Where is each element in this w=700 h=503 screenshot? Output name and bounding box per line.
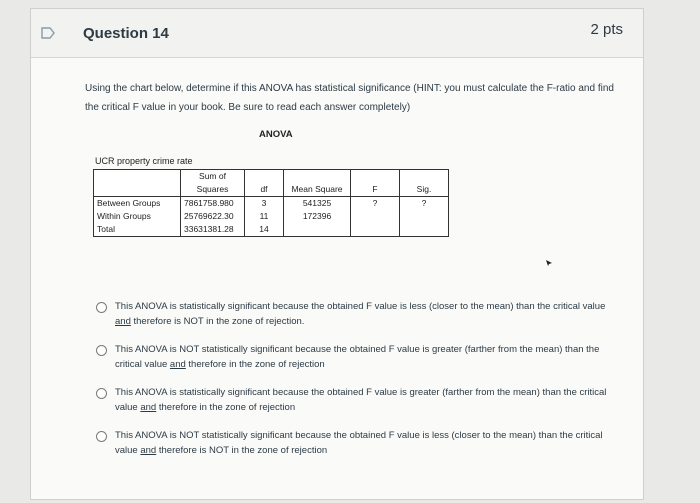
row-ss: 7861758.980: [184, 198, 234, 208]
question-card: [30, 8, 644, 500]
answer-text: This ANOVA is statistically significant because the obtained F value is greater (farther from the mean) than the critical value: [115, 387, 607, 413]
answer-text-end: therefore in the zone of rejection: [156, 402, 296, 413]
question-points: 2 pts: [590, 21, 623, 38]
row-source: Within Groups: [97, 211, 151, 221]
answer-and: and: [140, 402, 157, 413]
radio-button[interactable]: [96, 302, 107, 313]
flag-icon[interactable]: [41, 27, 55, 39]
sig-cell: [400, 197, 449, 237]
header-df: df: [245, 170, 284, 197]
source-cell: [94, 197, 181, 237]
row-source: Total: [97, 224, 115, 234]
row-df: 11: [259, 211, 269, 221]
df-cell: [245, 197, 284, 237]
row-sig: [403, 210, 445, 223]
answer-text-end: therefore in the zone of rejection: [185, 359, 325, 370]
row-source: Between Groups: [97, 198, 161, 208]
header-source: [94, 170, 181, 197]
answer-option[interactable]: [93, 385, 623, 415]
row-ss: 25769622.30: [184, 211, 234, 221]
header-mean-square: Mean Square: [284, 170, 351, 197]
answer-and: and: [140, 445, 157, 456]
answer-options: [93, 299, 623, 471]
row-ss: 33631381.28: [184, 224, 234, 234]
table-caption: UCR property crime rate: [95, 156, 193, 166]
mean-square-cell: [284, 197, 351, 237]
row-ms: 541325: [302, 198, 332, 208]
radio-button[interactable]: [96, 388, 107, 399]
row-sig: [403, 223, 445, 236]
header-f: F: [351, 170, 400, 197]
row-ms: 172396: [302, 211, 332, 221]
radio-button[interactable]: [96, 431, 107, 442]
header-sig: Sig.: [400, 170, 449, 197]
question-title: Question 14: [83, 25, 169, 42]
header-sum-of-squares: Sum of Squares: [181, 170, 245, 197]
answer-text: This ANOVA is NOT statistically significant because the obtained F value is greater (farther from the mean) than the critical value: [115, 344, 600, 370]
row-df: 3: [261, 198, 267, 208]
table-header-row: [94, 170, 449, 197]
cursor-icon: [545, 259, 553, 267]
radio-button[interactable]: [96, 345, 107, 356]
row-ms: [287, 223, 347, 236]
table-body-row: [94, 197, 449, 237]
row-f: ?: [372, 198, 378, 208]
answer-option[interactable]: [93, 428, 623, 458]
answer-and: and: [169, 359, 186, 370]
row-f: [354, 210, 396, 223]
question-header: [31, 9, 643, 58]
answer-option[interactable]: [93, 342, 623, 372]
row-df: 14: [259, 224, 269, 234]
anova-title: ANOVA: [259, 129, 293, 140]
row-sig: ?: [421, 198, 427, 208]
question-prompt: Using the chart below, determine if this ANOVA has statistical significance (HINT: you must calculate the F-ratio and find the critical F value in your book. Be sure to read each answer completely): [85, 83, 614, 113]
answer-text-end: therefore is NOT in the zone of rejection.: [130, 316, 305, 327]
sum-of-squares-cell: [181, 197, 245, 237]
row-f: [354, 223, 396, 236]
anova-table: [93, 169, 449, 237]
answer-text-end: therefore is NOT in the zone of rejection: [156, 445, 328, 456]
answer-option[interactable]: [93, 299, 623, 329]
answer-text: This ANOVA is NOT statistically significant because the obtained F value is less (closer to the mean) than the critical value: [115, 430, 603, 456]
answer-text: This ANOVA is statistically significant because the obtained F value is less (closer to the mean) than the critical value: [115, 301, 606, 312]
answer-and: and: [115, 316, 131, 327]
f-cell: [351, 197, 400, 237]
